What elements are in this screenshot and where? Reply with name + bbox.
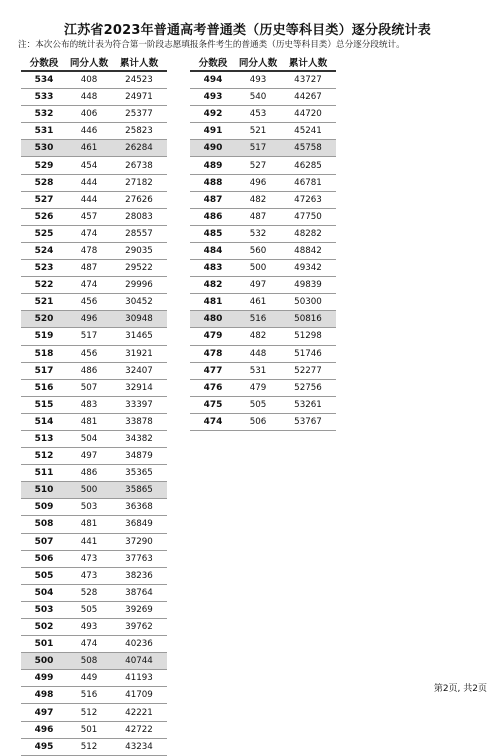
same-count-cell: 448 — [236, 345, 280, 362]
same-count-cell: 441 — [67, 533, 111, 550]
table-row — [21, 106, 167, 123]
table-row — [21, 516, 167, 533]
score-cell: 496 — [21, 721, 67, 738]
cumulative-cell: 35365 — [111, 465, 167, 482]
score-cell: 507 — [21, 533, 67, 550]
table-row — [21, 242, 167, 259]
same-count-cell: 444 — [67, 191, 111, 208]
cumulative-cell: 26284 — [111, 140, 167, 157]
score-cell: 521 — [21, 294, 67, 311]
score-cell: 492 — [190, 106, 236, 123]
same-count-cell: 493 — [67, 619, 111, 636]
score-cell: 489 — [190, 157, 236, 174]
cumulative-cell: 38764 — [111, 584, 167, 601]
same-count-cell: 453 — [236, 106, 280, 123]
same-count-cell: 456 — [67, 294, 111, 311]
same-count-cell: 482 — [236, 191, 280, 208]
same-count-cell: 479 — [236, 379, 280, 396]
table-row — [21, 396, 167, 413]
same-count-cell: 457 — [67, 208, 111, 225]
cumulative-cell: 41709 — [111, 687, 167, 704]
score-cell: 485 — [190, 225, 236, 242]
same-count-cell: 406 — [67, 106, 111, 123]
same-count-cell: 496 — [67, 311, 111, 328]
table-row — [21, 174, 167, 191]
table-row — [21, 533, 167, 550]
table-row — [21, 448, 167, 465]
score-cell: 518 — [21, 345, 67, 362]
same-count-cell: 487 — [67, 260, 111, 277]
table-row — [21, 413, 167, 430]
table-row — [21, 550, 167, 567]
score-cell: 515 — [21, 396, 67, 413]
table-row — [190, 191, 336, 208]
score-cell: 488 — [190, 174, 236, 191]
cumulative-cell: 50816 — [280, 311, 336, 328]
score-cell: 526 — [21, 208, 67, 225]
score-cell: 519 — [21, 328, 67, 345]
header-row — [190, 54, 336, 71]
cumulative-cell: 44267 — [280, 89, 336, 106]
score-cell: 486 — [190, 208, 236, 225]
same-count-cell: 482 — [236, 328, 280, 345]
table-row — [190, 123, 336, 140]
score-cell: 506 — [21, 550, 67, 567]
cumulative-cell: 29522 — [111, 260, 167, 277]
score-cell: 482 — [190, 277, 236, 294]
table-row — [21, 140, 167, 157]
cumulative-cell: 28557 — [111, 225, 167, 242]
cumulative-cell: 33878 — [111, 413, 167, 430]
score-cell: 520 — [21, 311, 67, 328]
cumulative-cell: 36368 — [111, 499, 167, 516]
score-table-left — [21, 54, 167, 756]
table-row — [21, 670, 167, 687]
same-count-cell: 521 — [236, 123, 280, 140]
table-row — [21, 430, 167, 447]
cumulative-cell: 26738 — [111, 157, 167, 174]
score-cell: 508 — [21, 516, 67, 533]
cumulative-cell: 37763 — [111, 550, 167, 567]
same-count-cell: 444 — [67, 174, 111, 191]
table-row — [21, 738, 167, 755]
same-count-cell: 505 — [67, 601, 111, 618]
score-cell: 483 — [190, 260, 236, 277]
same-count-cell: 531 — [236, 362, 280, 379]
table-row — [21, 89, 167, 106]
same-count-cell: 454 — [67, 157, 111, 174]
header-row — [21, 54, 167, 71]
same-count-cell: 508 — [67, 653, 111, 670]
table-row — [190, 260, 336, 277]
same-count-cell: 478 — [67, 242, 111, 259]
same-count-cell: 461 — [67, 140, 111, 157]
cumulative-cell: 40236 — [111, 636, 167, 653]
cumulative-cell: 27182 — [111, 174, 167, 191]
table-row — [190, 277, 336, 294]
table-row — [21, 208, 167, 225]
same-count-cell: 496 — [236, 174, 280, 191]
same-count-cell: 448 — [67, 89, 111, 106]
cumulative-cell: 42221 — [111, 704, 167, 721]
same-count-cell: 481 — [67, 516, 111, 533]
table-row — [190, 413, 336, 430]
cumulative-cell: 43234 — [111, 738, 167, 755]
cumulative-cell: 49342 — [280, 260, 336, 277]
table-row — [190, 225, 336, 242]
same-count-cell: 507 — [67, 379, 111, 396]
cumulative-cell: 47750 — [280, 208, 336, 225]
cumulative-cell: 48282 — [280, 225, 336, 242]
score-cell: 528 — [21, 174, 67, 191]
score-cell: 529 — [21, 157, 67, 174]
table-row — [21, 157, 167, 174]
score-cell: 487 — [190, 191, 236, 208]
same-count-cell: 501 — [67, 721, 111, 738]
table-row — [21, 704, 167, 721]
cumulative-cell: 47263 — [280, 191, 336, 208]
same-count-cell: 474 — [67, 225, 111, 242]
same-count-cell: 528 — [67, 584, 111, 601]
table-row — [190, 345, 336, 362]
score-cell: 497 — [21, 704, 67, 721]
cumulative-cell: 28083 — [111, 208, 167, 225]
same-count-cell: 493 — [236, 71, 280, 89]
table-row — [190, 242, 336, 259]
cumulative-cell: 39762 — [111, 619, 167, 636]
cumulative-cell: 36849 — [111, 516, 167, 533]
score-cell: 491 — [190, 123, 236, 140]
cumulative-cell: 34382 — [111, 430, 167, 447]
table-row — [190, 71, 336, 89]
same-count-cell: 497 — [67, 448, 111, 465]
table-row — [190, 106, 336, 123]
cumulative-cell: 31921 — [111, 345, 167, 362]
cumulative-cell: 48842 — [280, 242, 336, 259]
score-cell: 474 — [190, 413, 236, 430]
score-cell: 501 — [21, 636, 67, 653]
cumulative-cell: 37290 — [111, 533, 167, 550]
table-row — [21, 379, 167, 396]
same-count-cell: 474 — [67, 636, 111, 653]
same-count-cell: 560 — [236, 242, 280, 259]
score-cell: 533 — [21, 89, 67, 106]
page-number: 第2页, 共2页 — [433, 684, 487, 694]
table-row — [190, 379, 336, 396]
table-row — [21, 328, 167, 345]
cumulative-cell: 29035 — [111, 242, 167, 259]
table-row — [21, 362, 167, 379]
cumulative-cell: 51746 — [280, 345, 336, 362]
cumulative-cell: 29996 — [111, 277, 167, 294]
score-cell: 525 — [21, 225, 67, 242]
score-cell: 477 — [190, 362, 236, 379]
score-cell: 531 — [21, 123, 67, 140]
score-cell: 484 — [190, 242, 236, 259]
same-count-cell: 474 — [67, 277, 111, 294]
table-row — [190, 140, 336, 157]
cumulative-cell: 46285 — [280, 157, 336, 174]
table-row — [190, 208, 336, 225]
same-count-cell: 517 — [67, 328, 111, 345]
header-same-count: 同分人数 — [236, 54, 280, 71]
table-row — [21, 499, 167, 516]
same-count-cell: 473 — [67, 567, 111, 584]
table-row — [21, 71, 167, 89]
score-cell: 512 — [21, 448, 67, 465]
score-table-right — [190, 54, 336, 431]
score-cell: 475 — [190, 396, 236, 413]
table-row — [21, 687, 167, 704]
cumulative-cell: 49839 — [280, 277, 336, 294]
score-cell: 505 — [21, 567, 67, 584]
table-row — [190, 157, 336, 174]
score-cell: 481 — [190, 294, 236, 311]
header-same-count: 同分人数 — [67, 54, 111, 71]
score-cell: 493 — [190, 89, 236, 106]
table-row — [21, 277, 167, 294]
same-count-cell: 512 — [67, 738, 111, 755]
cumulative-cell: 32914 — [111, 379, 167, 396]
page-title: 江苏省2023年普通高考普通类（历史等科目类）逐分段统计表 — [64, 23, 431, 38]
cumulative-cell: 52277 — [280, 362, 336, 379]
same-count-cell: 449 — [67, 670, 111, 687]
cumulative-cell: 33397 — [111, 396, 167, 413]
same-count-cell: 540 — [236, 89, 280, 106]
score-cell: 534 — [21, 71, 67, 89]
cumulative-cell: 27626 — [111, 191, 167, 208]
score-cell: 503 — [21, 601, 67, 618]
cumulative-cell: 32407 — [111, 362, 167, 379]
table-note: 注：本次公布的统计表为符合第一阶段志愿填报条件考生的普通类（历史等科目类）总分逐分段统计。 — [18, 40, 405, 50]
score-cell: 476 — [190, 379, 236, 396]
same-count-cell: 503 — [67, 499, 111, 516]
cumulative-cell: 39269 — [111, 601, 167, 618]
same-count-cell: 506 — [236, 413, 280, 430]
same-count-cell: 527 — [236, 157, 280, 174]
cumulative-cell: 43727 — [280, 71, 336, 89]
same-count-cell: 516 — [236, 311, 280, 328]
cumulative-cell: 46781 — [280, 174, 336, 191]
same-count-cell: 483 — [67, 396, 111, 413]
cumulative-cell: 25823 — [111, 123, 167, 140]
table-row — [21, 123, 167, 140]
table-row — [21, 567, 167, 584]
table-row — [190, 294, 336, 311]
same-count-cell: 532 — [236, 225, 280, 242]
table-row — [21, 294, 167, 311]
score-cell: 530 — [21, 140, 67, 157]
same-count-cell: 486 — [67, 362, 111, 379]
cumulative-cell: 45241 — [280, 123, 336, 140]
table-row — [190, 362, 336, 379]
table-row — [21, 191, 167, 208]
score-cell: 498 — [21, 687, 67, 704]
score-cell: 527 — [21, 191, 67, 208]
cumulative-cell: 53767 — [280, 413, 336, 430]
score-cell: 509 — [21, 499, 67, 516]
table-row — [21, 601, 167, 618]
score-cell: 495 — [21, 738, 67, 755]
score-cell: 494 — [190, 71, 236, 89]
score-cell: 500 — [21, 653, 67, 670]
same-count-cell: 505 — [236, 396, 280, 413]
cumulative-cell: 44720 — [280, 106, 336, 123]
score-cell: 478 — [190, 345, 236, 362]
score-cell: 480 — [190, 311, 236, 328]
cumulative-cell: 50300 — [280, 294, 336, 311]
header-score: 分数段 — [190, 54, 236, 71]
cumulative-cell: 24523 — [111, 71, 167, 89]
table-row — [21, 653, 167, 670]
cumulative-cell: 40744 — [111, 653, 167, 670]
header-cumulative: 累计人数 — [280, 54, 336, 71]
table-row — [21, 465, 167, 482]
same-count-cell: 517 — [236, 140, 280, 157]
score-cell: 502 — [21, 619, 67, 636]
header-score: 分数段 — [21, 54, 67, 71]
score-cell: 513 — [21, 430, 67, 447]
table-row — [190, 89, 336, 106]
table-row — [190, 311, 336, 328]
score-cell: 514 — [21, 413, 67, 430]
cumulative-cell: 24971 — [111, 89, 167, 106]
cumulative-cell: 53261 — [280, 396, 336, 413]
same-count-cell: 487 — [236, 208, 280, 225]
same-count-cell: 461 — [236, 294, 280, 311]
table-row — [21, 225, 167, 242]
same-count-cell: 456 — [67, 345, 111, 362]
table-row — [21, 345, 167, 362]
same-count-cell: 446 — [67, 123, 111, 140]
score-cell: 522 — [21, 277, 67, 294]
cumulative-cell: 42722 — [111, 721, 167, 738]
same-count-cell: 504 — [67, 430, 111, 447]
cumulative-cell: 25377 — [111, 106, 167, 123]
same-count-cell: 512 — [67, 704, 111, 721]
same-count-cell: 481 — [67, 413, 111, 430]
cumulative-cell: 34879 — [111, 448, 167, 465]
score-cell: 532 — [21, 106, 67, 123]
cumulative-cell: 45758 — [280, 140, 336, 157]
score-cell: 523 — [21, 260, 67, 277]
score-cell: 524 — [21, 242, 67, 259]
score-cell: 516 — [21, 379, 67, 396]
cumulative-cell: 52756 — [280, 379, 336, 396]
same-count-cell: 486 — [67, 465, 111, 482]
cumulative-cell: 30948 — [111, 311, 167, 328]
table-row — [190, 174, 336, 191]
cumulative-cell: 35865 — [111, 482, 167, 499]
header-cumulative: 累计人数 — [111, 54, 167, 71]
table-row — [21, 311, 167, 328]
table-row — [21, 482, 167, 499]
table-row — [190, 396, 336, 413]
score-cell: 499 — [21, 670, 67, 687]
score-cell: 510 — [21, 482, 67, 499]
same-count-cell: 497 — [236, 277, 280, 294]
table-row — [21, 260, 167, 277]
score-cell: 490 — [190, 140, 236, 157]
same-count-cell: 408 — [67, 71, 111, 89]
score-cell: 479 — [190, 328, 236, 345]
score-cell: 504 — [21, 584, 67, 601]
same-count-cell: 500 — [67, 482, 111, 499]
score-cell: 517 — [21, 362, 67, 379]
same-count-cell: 516 — [67, 687, 111, 704]
same-count-cell: 500 — [236, 260, 280, 277]
table-row — [21, 584, 167, 601]
same-count-cell: 473 — [67, 550, 111, 567]
table-row — [21, 721, 167, 738]
table-row — [21, 636, 167, 653]
cumulative-cell: 31465 — [111, 328, 167, 345]
cumulative-cell: 51298 — [280, 328, 336, 345]
table-row — [21, 619, 167, 636]
cumulative-cell: 30452 — [111, 294, 167, 311]
cumulative-cell: 41193 — [111, 670, 167, 687]
cumulative-cell: 38236 — [111, 567, 167, 584]
table-row — [190, 328, 336, 345]
score-cell: 511 — [21, 465, 67, 482]
